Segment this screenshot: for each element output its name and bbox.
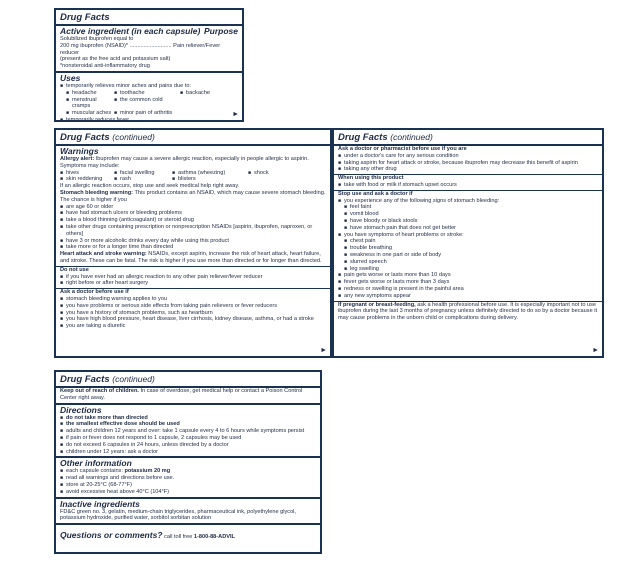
- list-item: ■ take with food or milk if stomach upset occurs: [338, 182, 598, 189]
- continue-arrow-icon: ►: [320, 347, 327, 354]
- list-item: ■ rash: [114, 176, 172, 183]
- list-item: ■ take more or for a longer time than directed: [60, 244, 326, 251]
- panel-title: Drug Facts (continued): [60, 132, 155, 143]
- directions-heading: Directions: [60, 404, 102, 415]
- drug-facts-panel-4: [54, 370, 322, 554]
- uses-heading: Uses: [60, 72, 81, 83]
- list-item: ■ the smallest effective dose should be used: [60, 421, 316, 428]
- list-item: ■ you have high blood pressure, heart disease, liver cirrhosis, kidney disease, asthma, or had a stroke: [60, 316, 326, 323]
- list-item: ■ fever gets worse or lasts more than 3 days: [338, 279, 598, 286]
- ask-doctor-heading: Ask a doctor before use if: [60, 289, 129, 296]
- list-item: ■ you have symptoms of heart problems or stroke:: [338, 232, 598, 239]
- list-item: ■ if you have ever had an allergic reaction to any other pain reliever/fever reducer: [60, 274, 326, 281]
- purpose-heading: Purpose: [203, 26, 238, 36]
- inactive-ingredients-heading: Inactive ingredients: [60, 498, 140, 509]
- list-item: ■ blisters: [172, 176, 248, 183]
- list-item: ■ adults and children 12 years and over: take 1 capsule every 4 to 6 hours while symptoms persist: [60, 428, 316, 435]
- list-item: ■ trouble breathing: [338, 245, 598, 252]
- questions-heading: Questions or comments?: [60, 530, 163, 541]
- phone-number: 1-800-88-ADVIL: [193, 534, 235, 541]
- uses-intro: ■ temporarily relieves minor aches and pains due to:: [60, 83, 238, 90]
- list-item: ■ pain gets worse or lasts more than 10 days: [338, 272, 598, 279]
- list-item: ■ take a blood thinning (anticoagulant) or steroid drug: [60, 217, 326, 224]
- list-item: ■ taking any other drug: [338, 166, 598, 173]
- list-item: ■ muscular aches: [66, 110, 114, 117]
- list-item: ■ backache: [180, 90, 230, 97]
- list-item: ■ redness or swelling is present in the painful area: [338, 286, 598, 293]
- list-item: ■ take other drugs containing prescription or nonprescription NSAIDs [aspirin, ibuprofen, naproxen, or others]: [60, 224, 326, 238]
- list-item: ■ temporarily reduces fever: [60, 117, 238, 124]
- list-item: ■ avoid excessive heat above 40°C (104°F): [60, 489, 316, 496]
- list-item: ■ you are taking a diuretic: [60, 323, 326, 330]
- list-item: ■ under a doctor's care for any serious condition: [338, 153, 598, 160]
- other-information-heading: Other information: [60, 458, 132, 469]
- keep-out-of-reach: Keep out of reach of children. In case of overdose, get medical help or contact a Poison Control Center right away.: [60, 388, 303, 401]
- list-item: ■ minor pain of arthritis: [114, 110, 180, 117]
- do-not-use-heading: Do not use: [60, 266, 89, 273]
- list-item: ■ are age 60 or older: [60, 204, 326, 211]
- list-item: ■ hives: [60, 170, 114, 177]
- active-line: (present as the free acid and potassium salt): [60, 56, 171, 63]
- active-line: 200 mg ibuprofen (NSAID)* ........................... Pain reliever/Fever reducer: [60, 42, 221, 56]
- active-ingredient-heading: Active ingredient (in each capsule): [60, 26, 201, 36]
- list-item: ■ feel faint: [338, 204, 598, 211]
- allergy-after: If an allergic reaction occurs, stop use and seek medical help right away.: [60, 183, 240, 190]
- continue-arrow-icon: ►: [232, 111, 239, 118]
- list-item: ■ you experience any of the following signs of stomach bleeding:: [338, 198, 598, 205]
- list-item: ■ skin reddening: [60, 176, 114, 183]
- list-item: ■ you have problems or serious side effects from taking pain relievers or fever reducers: [60, 303, 326, 310]
- list-item: ■ have stomach pain that does not get better: [338, 225, 598, 232]
- pregnancy-warning: If pregnant or breast-feeding, ask a health professional before use. It is especially important not to use ibuprofen during the last 3 months of pregnancy unless definitely directed to do so by a doctor because it may cause problems in the unborn child or complications during delivery.: [338, 301, 598, 322]
- list-item: ■ stomach bleeding warning applies to you: [60, 296, 326, 303]
- list-item: ■ each capsule contains: potassium 20 mg: [60, 468, 316, 475]
- ask-pharmacist-heading: Ask a doctor or pharmacist before use if you are: [338, 146, 467, 152]
- list-item: ■ headache: [66, 90, 114, 97]
- panel-title: Drug Facts: [60, 12, 110, 23]
- panel-title: Drug Facts (continued): [338, 132, 433, 143]
- heart-warning: Heart attack and stroke warning: NSAIDs, except aspirin, increase the risk of heart attack, heart failure, and stroke. These can be fatal. The risk is higher if you use more than directed or for longer than directed.: [60, 251, 322, 264]
- list-item: ■ have had stomach ulcers or bleeding problems: [60, 210, 326, 217]
- stop-use-heading: Stop use and ask a doctor if: [338, 190, 413, 197]
- questions-row: Questions or comments? call toll free 1-800-88-ADVIL: [60, 530, 235, 541]
- warnings-heading: Warnings: [60, 146, 99, 156]
- list-item: ■ store at 20-25°C (68-77°F): [60, 482, 316, 489]
- list-item: ■ taking aspirin for heart attack or stroke, because ibuprofen may decrease this benefit of aspirin: [338, 160, 598, 167]
- list-item: ■ the common cold: [114, 97, 180, 111]
- active-line: Solubilized ibuprofen equal to: [60, 36, 134, 42]
- drug-facts-panel-3: [332, 128, 604, 358]
- drug-facts-panel-1: [54, 8, 244, 122]
- list-item: ■ you have a history of stomach problems, such as heartburn: [60, 310, 326, 317]
- drug-facts-panel-2: [54, 128, 332, 358]
- list-item: ■ weakness in one part or side of body: [338, 252, 598, 259]
- list-item: ■ have 3 or more alcoholic drinks every day while using this product: [60, 238, 326, 245]
- list-item: ■ leg swelling: [338, 266, 598, 273]
- list-item: ■ vomit blood: [338, 211, 598, 218]
- list-item: ■ facial swelling: [114, 170, 172, 177]
- list-item: ■ have bloody or black stools: [338, 218, 598, 225]
- list-item: ■ chest pain: [338, 238, 598, 245]
- list-item: ■ any new symptoms appear: [338, 293, 598, 300]
- list-item: ■ slurred speech: [338, 259, 598, 266]
- list-item: ■ asthma (wheezing): [172, 170, 248, 177]
- stomach-warning: Stomach bleeding warning: This product contains an NSAID, which may cause severe stomach bleeding. The chance is higher if you: [60, 189, 326, 203]
- list-item: ■ children under 12 years: ask a doctor: [60, 449, 316, 456]
- active-line: *nonsteroidal anti-inflammatory drug: [60, 63, 150, 70]
- list-item: ■ read all warnings and directions before use.: [60, 475, 316, 482]
- list-item: ■ menstrual cramps: [66, 97, 114, 111]
- continue-arrow-icon: ►: [592, 347, 599, 354]
- when-using-heading: When using this product: [338, 175, 404, 182]
- list-item: ■ do not take more than directed: [60, 415, 316, 422]
- list-item: ■ right before or after heart surgery: [60, 280, 326, 287]
- inactive-ingredients-text: FD&C green no. 3, gelatin, medium-chain triglycerides, pharmaceutical ink, polyethylene glycol, potassium hydroxide, purified water, sorbitol sorbitan solution: [60, 508, 296, 522]
- panel-title: Drug Facts (continued): [60, 374, 155, 385]
- list-item: ■ shock: [248, 170, 288, 177]
- list-item: ■ if pain or fever does not respond to 1 capsule, 2 capsules may be used: [60, 435, 316, 442]
- list-item: ■ toothache: [114, 90, 180, 97]
- allergy-alert: Allergy alert: Ibuprofen may cause a severe allergic reaction, especially in people allergic to aspirin. Symptoms may include:: [60, 156, 309, 169]
- list-item: ■ do not exceed 6 capsules in 24 hours, unless directed by a doctor: [60, 442, 316, 449]
